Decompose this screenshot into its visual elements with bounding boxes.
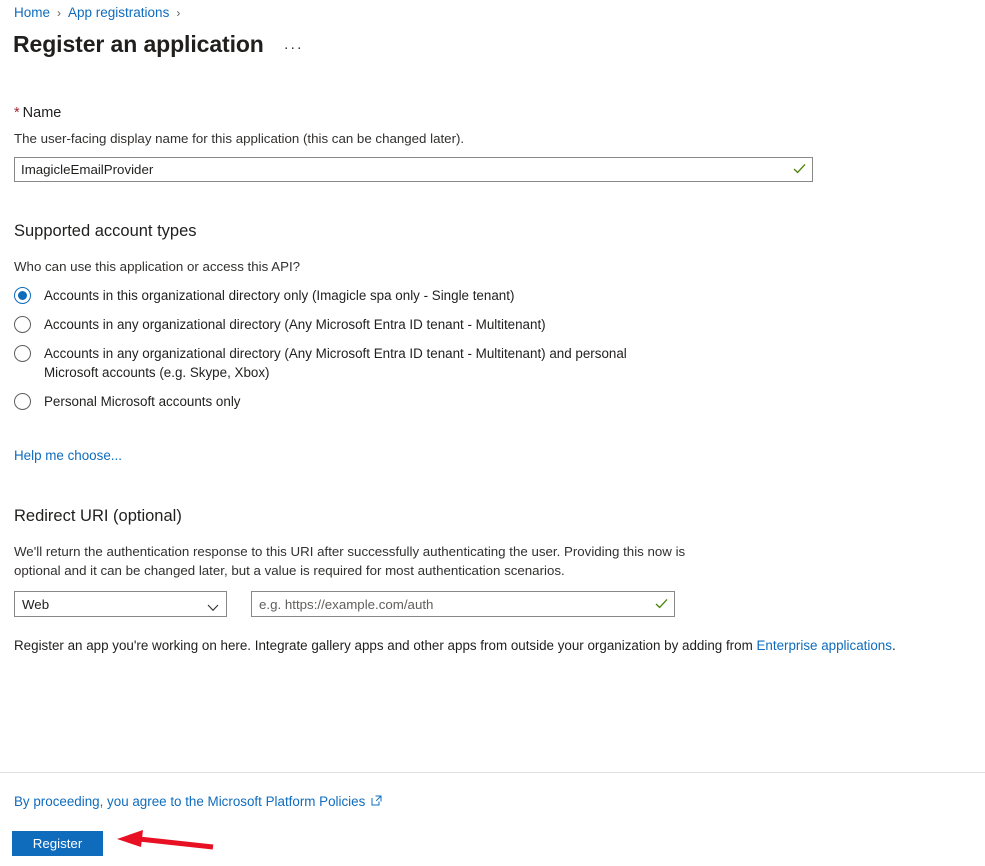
redirect-uri-input[interactable] <box>251 591 675 617</box>
radio-indicator-multitenant[interactable] <box>14 316 31 333</box>
radio-option-multitenant[interactable] <box>14 315 964 334</box>
enterprise-applications-link[interactable]: Enterprise applications <box>756 638 892 654</box>
radio-option-personal-only[interactable] <box>14 392 964 411</box>
redirect-uri-heading: Redirect URI (optional) <box>14 506 182 525</box>
supported-account-types-question: Who can use this application or access this API? <box>14 259 301 275</box>
footer-divider <box>0 772 985 773</box>
name-field-label <box>14 105 964 121</box>
name-field-description: The user-facing display name for this application (this can be changed later). <box>14 131 465 146</box>
app-name-input[interactable] <box>14 157 813 182</box>
name-label-text: Name <box>22 105 62 121</box>
red-arrow-annotation <box>117 826 217 857</box>
radio-indicator-multitenant-personal[interactable] <box>14 345 31 362</box>
external-link-icon <box>371 794 382 809</box>
radio-option-single-tenant[interactable] <box>14 286 964 305</box>
registration-form <box>14 105 964 656</box>
breadcrumb-separator-1: › <box>57 5 62 20</box>
radio-indicator-personal-only[interactable] <box>14 393 31 410</box>
page-title: Register an application <box>13 31 264 57</box>
register-button[interactable]: Register <box>12 831 103 856</box>
breadcrumb-item-app-registrations[interactable]: App registrations <box>68 5 170 20</box>
account-types-radio-group <box>14 286 964 411</box>
supported-account-types-heading: Supported account types <box>14 222 197 241</box>
breadcrumb-separator-2: › <box>176 5 181 20</box>
radio-label-personal-only: Personal Microsoft accounts only <box>44 393 241 409</box>
radio-label-multitenant: Accounts in any organizational directory (Any Microsoft Entra ID tenant - Multitenant) <box>44 316 546 332</box>
required-indicator: * <box>14 105 20 121</box>
redirect-uri-row <box>14 591 964 617</box>
registration-note <box>14 636 964 655</box>
platform-policies-link[interactable]: By proceeding, you agree to the Microsoft Platform Policies <box>14 794 366 809</box>
radio-option-multitenant-personal[interactable] <box>14 344 964 382</box>
note-text-before: Register an app you're working on here. Integrate gallery apps and other apps from outside your organization by adding from <box>14 638 757 654</box>
platform-select[interactable] <box>14 591 227 617</box>
breadcrumb <box>14 5 187 20</box>
title-row <box>13 31 307 58</box>
breadcrumb-item-home[interactable]: Home <box>14 5 51 20</box>
redirect-uri-description: We'll return the authentication response to this URI after successfully authenticating the user. Providing this now is optional and it can be changed later, but a value is required for most authentication scenarios. <box>14 543 686 578</box>
platform-select-wrapper <box>14 591 227 617</box>
help-me-choose-link[interactable]: Help me choose... <box>14 447 122 463</box>
more-options-button[interactable]: ··· <box>283 38 304 56</box>
platform-select-value: Web <box>22 596 50 612</box>
name-input-wrapper <box>14 157 813 182</box>
platform-policies-row <box>14 794 382 809</box>
redirect-uri-input-wrapper <box>251 591 675 617</box>
radio-label-multitenant-personal: Accounts in any organizational directory (Any Microsoft Entra ID tenant - Multitenant) and personal Microsoft accounts (e.g. Skype, Xbox) <box>44 345 627 380</box>
radio-label-single-tenant: Accounts in this organizational directory only (Imagicle spa only - Single tenant) <box>44 287 515 303</box>
note-text-after: . <box>891 638 896 654</box>
radio-indicator-single-tenant[interactable] <box>14 287 31 304</box>
